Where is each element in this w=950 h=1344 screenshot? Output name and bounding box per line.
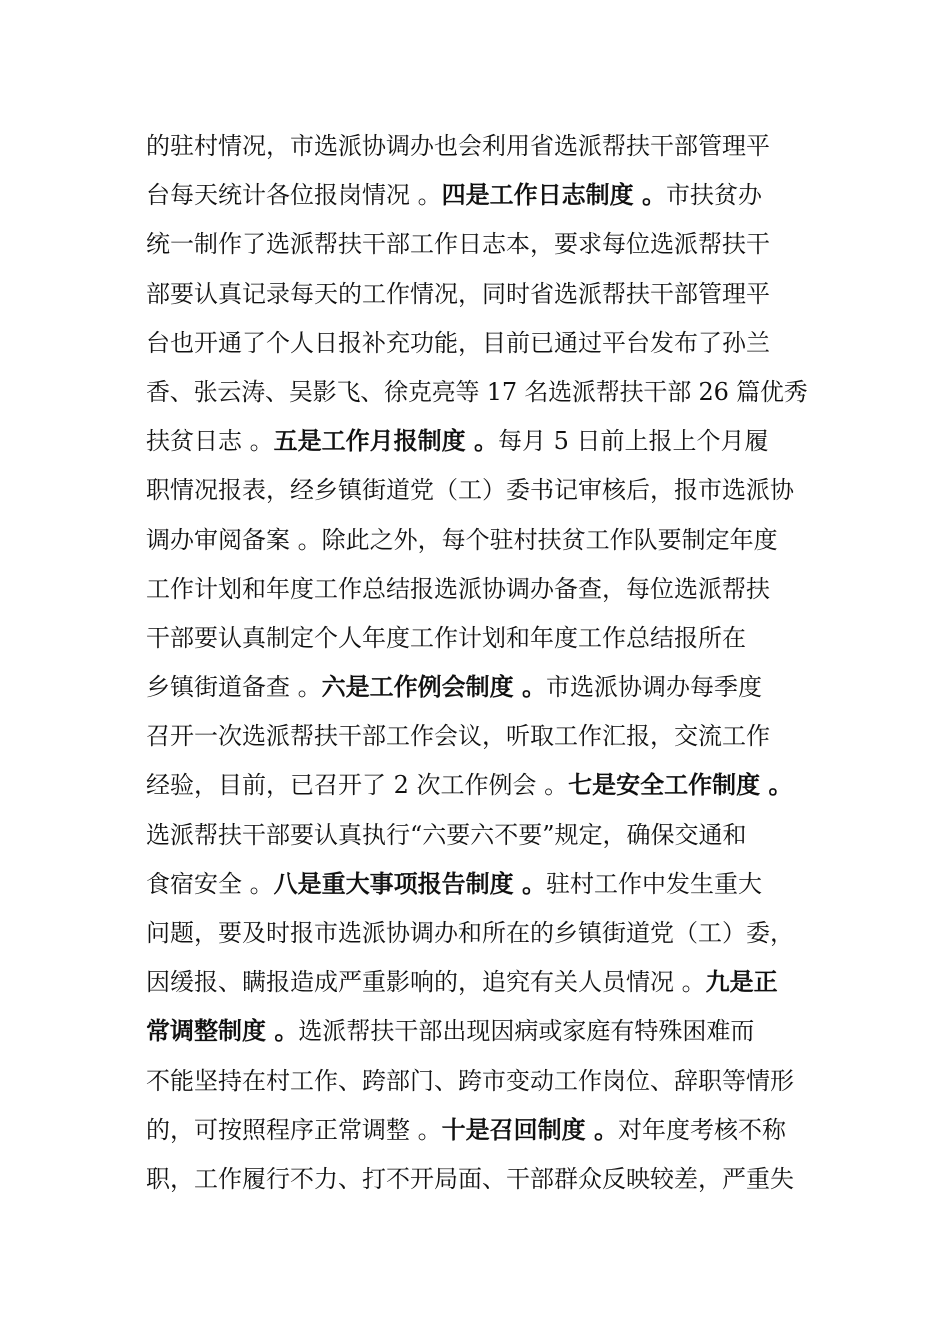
body-text-segment: 的驻村情况，市选派协调办也会利用省选派帮扶干部管理平 [146,132,770,160]
text-line [146,466,808,515]
body-text-segment: 职情况报表，经乡镇街道党（工）委书记审核后，报市选派协 [146,476,794,505]
bold-heading-text: 八是重大事项报告制度 。 [273,869,546,898]
body-text-segment: 乡镇街道备查 。 [146,673,322,702]
body-text-segment: 选派帮扶干部要认真执行“六要六不要”规定，确保交通和 [146,820,747,849]
body-text-segment: 每月 5 日前上报上个月履 [498,427,769,456]
body-text-segment: 台也开通了个人日报补充功能，目前已通过平台发布了孙兰 [146,328,770,357]
body-text-segment: 问题，要及时报市选派协调办和所在的乡镇街道党（工）委， [146,919,794,947]
bold-heading-text: 七是安全工作制度 。 [568,771,793,800]
body-text-segment: 职，工作履行不力、打不开局面、干部群众反映较差，严重失 [146,1164,794,1193]
body-text-segment: 经验，目前，已召开了 2 次工作例会 。 [146,771,569,800]
text-line [146,958,808,1007]
bold-heading-text: 六是工作例会制度 。 [321,673,546,702]
text-line [146,516,808,565]
text-line [146,1007,808,1056]
text-line [146,712,808,761]
body-text-segment: 食宿安全 。 [146,869,274,898]
body-text-segment: 台每天统计各位报岗情况 。 [146,181,442,210]
body-text-segment: 召开一次选派帮扶干部工作会议，听取工作汇报，交流工作 [146,722,770,751]
bold-heading-text: 五是工作月报制度 。 [273,427,498,456]
text-line [146,860,808,909]
body-text-segment: 驻村工作中发生重大 [546,869,762,898]
bold-heading-text: 九是正 [705,968,778,997]
text-line [146,270,808,319]
body-text-segment: 市扶贫办 [666,181,762,210]
body-text-segment: 调办审阅备案 。除此之外，每个驻村扶贫工作队要制定年度 [146,525,778,554]
text-line [146,811,808,860]
body-text-segment: 扶贫日志 。 [146,427,274,456]
body-text-segment: 市选派协调办每季度 [546,673,762,702]
text-line [146,1057,808,1106]
text-line [146,319,808,368]
body-text-segment: 对年度考核不称 [618,1115,786,1144]
body-text-segment: 部要认真记录每天的工作情况，同时省选派帮扶干部管理平 [146,279,770,308]
body-text-segment: 统一制作了选派帮扶干部工作日志本，要求每位选派帮扶干 [146,230,770,259]
text-line [146,417,808,466]
body-text-segment: 不能坚持在村工作、跨部门、跨市变动工作岗位、辞职等情形 [146,1066,794,1095]
body-text [146,122,808,1204]
body-text-segment: 选派帮扶干部出现因病或家庭有特殊困难而 [298,1017,755,1046]
body-text-segment: 的，可按照程序正常调整 。 [146,1115,442,1144]
body-text-segment: 香、张云涛、吴影飞、徐克亮等 17 名选派帮扶干部 26 篇优秀 [146,377,808,406]
bold-heading-text: 常调整制度 。 [146,1017,299,1046]
body-text-segment: 因缓报、瞒报造成严重影响的，追究有关人员情况 。 [146,968,706,997]
body-text-segment: 干部要认真制定个人年度工作计划和年度工作总结报所在 [146,623,746,652]
text-line [146,122,808,171]
text-line [146,1155,808,1204]
text-line [146,171,808,220]
text-line [146,220,808,269]
text-line [146,1106,808,1155]
text-line [146,909,808,958]
body-text-segment: 工作计划和年度工作总结报选派协调办备查，每位选派帮扶 [146,574,770,603]
text-line [146,565,808,614]
text-line [146,761,808,810]
text-line [146,663,808,712]
bold-heading-text: 四是工作日志制度 。 [441,181,666,210]
text-line [146,614,808,663]
text-line [146,368,808,417]
bold-heading-text: 十是召回制度 。 [441,1115,618,1144]
